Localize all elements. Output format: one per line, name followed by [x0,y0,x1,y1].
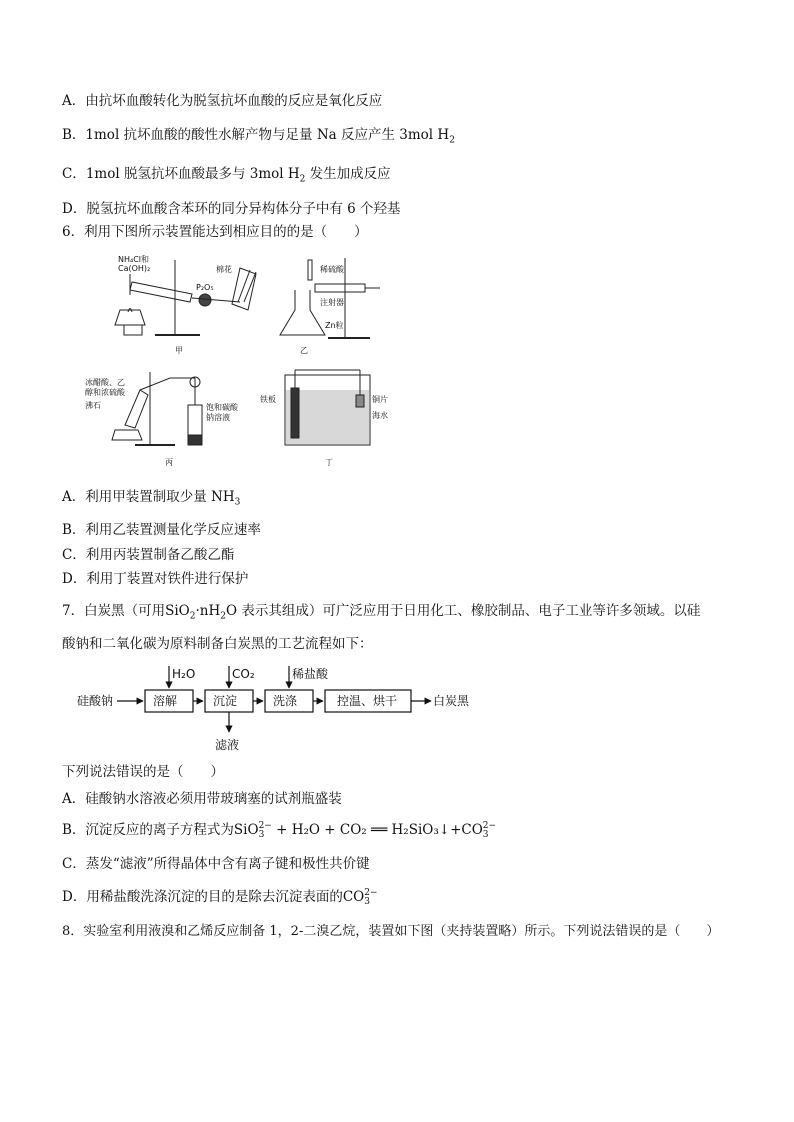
flow-step-wash: 洗涤 [273,694,298,708]
q6-apparatus-figure [80,250,410,475]
label-baohe: 饱和碳酸 [206,403,238,412]
q6-option-a-text: A．利用甲装置制取少量 NH [62,489,235,505]
label-chun: 醇和浓硫酸 [85,388,125,397]
q5-option-c-post: 发生加成反应 [305,166,391,182]
q7-option-b-sub: 3 [258,829,265,840]
label-feishi: 沸石 [85,401,101,410]
q6-option-c [62,545,234,565]
q7-stem-sub: 2 [189,611,196,622]
flow-end: 白炭黑 [433,694,470,708]
q7-option-c-text: C．蒸发“滤液”所得晶体中含有离子键和极性共价键 [62,856,370,872]
q5-option-b [62,125,455,145]
label-ding: 丁 [325,458,333,467]
q7-stem-line1 [62,601,700,621]
flow-step-precipitate: 沉淀 [213,694,238,708]
q6-option-a [62,487,240,507]
q6-stem [62,222,368,242]
q5-option-a [62,91,382,111]
q5-option-c-text: C．1mol 脱氢抗坏血酸最多与 3mol H [62,166,300,182]
q7-option-b-text: B．沉淀反应的离子方程式为SiO [62,822,259,838]
flow-step-dry: 控温、烘干 [337,694,398,708]
q7-option-b-sup: 2− [482,820,497,831]
label-nh4cl: NH₄Cl和 [118,255,150,264]
q5-option-d-text: D．脱氢抗坏血酸含苯环的同分异构体分子中有 6 个羟基 [62,201,401,217]
label-nayerong: 钠溶液 [206,413,230,422]
label-yi: 乙 [300,346,308,355]
q5-option-c [62,164,391,184]
q7-stem-part: 7．白炭黑（可用SiO [62,603,190,619]
q7-ask-text: 下列说法错误的是（ ） [62,764,224,780]
flow-step-dissolve: 溶解 [153,694,178,708]
q7-stem-part: ·nH [195,603,221,619]
q5-option-d [62,199,401,219]
label-mianhua: 棉花 [216,265,232,274]
q5-option-a-text: A．由抗坏血酸转化为脱氢抗坏血酸的反应是氧化反应 [62,93,383,109]
q6-option-d [62,569,248,589]
q5-option-b-sub: 2 [449,135,455,146]
q5-option-b-text: B．1mol 抗坏血酸的酸性水解产物与足量 Na 反应产生 3mol H [62,127,450,143]
label-bing: 丙 [165,458,173,467]
label-zn: Zn粒 [325,321,344,330]
q7-option-d [62,887,378,907]
q7-stem-line2 [62,634,373,654]
label-jia: 甲 [175,346,183,355]
q5-option-c-sub: 2 [299,174,306,185]
q8-stem [62,922,719,942]
flow-output-filtrate: 滤液 [215,738,240,752]
q6-option-d-text: D．利用丁装置对铁件进行保护 [62,571,249,587]
q7-option-a [62,789,342,809]
q7-option-a-text: A．硅酸钠水溶液必须用带玻璃塞的试剂瓶盛装 [62,791,342,807]
apparatus-bing [85,372,239,467]
apparatus-jia [115,254,256,355]
label-xiliusuan: 稀硫酸 [320,265,344,274]
label-tieban: 铁板 [260,395,276,404]
q6-option-b [62,520,261,540]
q8-stem-text: 8．实验室利用液溴和乙烯反应制备 1，2-二溴乙烷，装置如下图（夹持装置略）所示。下列说法错误的是（ ） [62,924,720,939]
q7-ask [62,762,224,782]
q7-option-b-ion2 [483,822,496,840]
q7-option-b-mid: + H₂O + CO₂ ══ H₂SiO₃↓+CO [271,822,483,838]
q6-option-c-text: C．利用丙装置制备乙酸乙酯 [62,547,235,563]
label-zhusheqi: 注射器 [320,298,344,307]
q7-option-d-ion [364,889,377,907]
label-p2o5: P₂O₅ [196,283,214,292]
label-bingcusuan: 冰醋酸、乙 [85,378,125,387]
apparatus-yi [280,258,380,355]
q7-option-c [62,854,370,874]
q6-option-b-text: B．利用乙装置测量化学反应速率 [62,522,261,538]
flow-start: 硅酸钠 [77,694,114,708]
q7-option-b-ion1 [259,822,272,840]
flow-input-h2o: H₂O [172,667,196,681]
q7-stem-text: 酸钠和二氧化碳为原料制备白炭黑的工艺流程如下： [62,636,373,652]
q7-option-d-sup: 2− [364,887,378,898]
q7-option-d-text: D．用稀盐酸洗涤沉淀的目的是除去沉淀表面的CO [62,889,365,905]
flow-input-co2: CO₂ [232,667,255,681]
apparatus-ding [260,370,388,467]
q7-stem-sub: 2 [220,611,226,622]
q7-option-b [62,820,496,840]
label-haishui: 海水 [372,411,388,420]
flow-input-hcl: 稀盐酸 [292,667,329,681]
q7-option-b-sup: 2− [258,820,272,831]
q7-stem-part: O 表示其组成）可广泛应用于日用化工、橡胶制品、电子工业等许多领域。以硅 [225,603,701,619]
q7-option-b-sub: 3 [482,829,489,840]
label-tongpian: 铜片 [372,395,388,404]
label-caoh2: Ca(OH)₂ [118,264,151,273]
q6-stem-text: 6．利用下图所示装置能达到相应目的的是（ ） [62,224,368,240]
q7-process-flow [75,660,495,760]
q7-option-d-sub: 3 [364,896,370,907]
q6-option-a-sub: 3 [234,497,241,508]
